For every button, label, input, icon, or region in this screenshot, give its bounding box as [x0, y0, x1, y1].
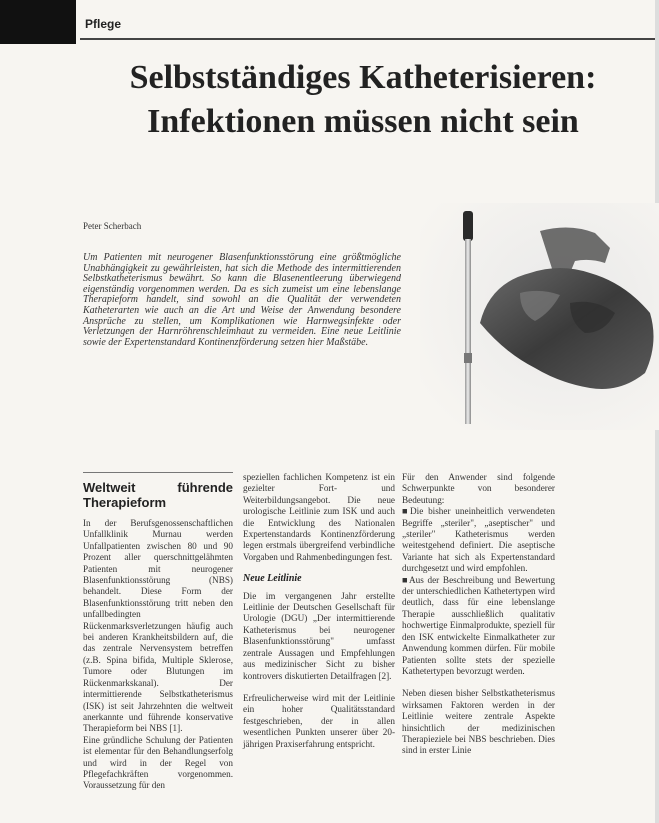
catheter-hand-photo [420, 203, 659, 430]
title-line-1: Selbstständiges Katheterisieren: [129, 59, 597, 96]
paragraph: Die im vergangenen Jahr erstellte Leitlinie der Deutschen Gesellschaft für Urologie (DGU) „Der intermittierende Katheterismus bei neurogener Blasenfunktionsstörung" umfasst zentrale Aussagen und Empfehlungen aus medizinischer Sicht zu bisher kontrovers diskutierten Detailfragen [2]. [243, 590, 395, 681]
text-column-3 [402, 472, 555, 757]
paragraph: Erfreulicherweise wird mit der Leitlinie ein hoher Qualitätsstandard festgeschrieben, der in allen wesentlichen Punkten unserer über 20-jährigen Praxiserfahrung entspricht. [243, 692, 395, 749]
header-rule [80, 38, 659, 40]
lead-paragraph: Um Patienten mit neurogener Blasenfunktionsstörung eine größtmögliche Unabhängigkeit zu gewährleisten, hat sich die Methode des intermittierenden Selbstkatheterismus bewährt. So kann die Blasenentleerung überwiegend eigenständig vorgenommen werden. Da es sich zumeist um eine lebenslange Therapieform handelt, sind sowohl an die Qualität der verwendeten Katheterarten wie auch an die Art und Weise der Anwendung besondere Ansprüche zu stellen, um Komplikationen wie Harnwegsinfekte oder Verletzungen der Harnröhrenschleimhaut zu vermeiden. Eine neue Leitlinie sowie der Expertenstandard Kontinenzförderung setzen hier Maßstäbe. [83, 252, 401, 348]
paragraph: Für den Anwender sind folgende Schwerpunkte von besonderer Bedeutung: [402, 472, 555, 505]
text-column-1 [83, 472, 233, 792]
section-heading: Weltweit führende Therapieform [83, 480, 233, 510]
article-title [78, 56, 648, 144]
bullet-item: ■ Aus der Beschreibung und Bewertung der unterschiedlichen Kathetertypen wird deutlich, dass für eine lebenslange Therapie ausschließlich qualitativ hochwertige Einmalprodukte, speziell für den ISK entwickelte Einmalkatheter zur Anwendung kommen dürfen. Für mobile Patienten sollte stets der spezielle Kathetertypen bevorzugt werden. [402, 575, 555, 678]
author-name: Peter Scherbach [83, 221, 142, 231]
text-column-2 [243, 472, 395, 750]
paragraph: Neben diesen bisher Selbstkatheterismus wirksamen Faktoren werden in der Leitlinie weitere zentrale Aspekte hinsichtlich der medizinischen Therapieziele bei NBS beschrieben. Dies sind in erster Linie [402, 688, 555, 756]
paragraph: Eine gründliche Schulung der Patienten ist elementar für den Behandlungserfolg und wird in der Regel von Pflegefachkräften vorgenommen. Voraussetzung für den [83, 734, 233, 791]
paragraph: In der Berufsgenossenschaftlichen Unfallklinik Murnau werden Unfallpatienten zwischen 80 und 90 Prozent aller querschnittgelähmten Patienten mit neurogener Blasenfunktionsstörung (NBS) behandelt. Diese Form der Blasenfunktionsstörung tritt neben den unfallbedingten Rückenmarksverletzungen häufig auch bei anderen Krankheitsbildern auf, die das zentrale Nervensystem betreffen (z.B. Spina bifida, Multiple Sklerose, Tumore oder Blutungen im Rückenmarkskanal). Der intermittierende Selbstkatheterismus (ISK) ist seit Jahrzehnten die weltweit anerkannte und führende konservative Therapieform bei NBS [1]. [83, 518, 233, 734]
title-line-2: Infektionen müssen nicht sein [147, 103, 579, 140]
header-color-block [0, 0, 76, 44]
subheading: Neue Leitlinie [243, 573, 302, 585]
paragraph: speziellen fachlichen Kompetenz ist ein gezielter Fort- und Weiterbildungsangebot. Die neue urologische Leitlinie zum ISK und auch die Entwicklung des Nationalen Expertenstandards Kontinenzförderung legen erstmals übergreifend verbindliche Vorgaben und Rahmenbedingungen fest. [243, 472, 395, 562]
bullet-item: ■ Die bisher uneinheitlich verwendeten Begriffe „steriler", „aseptischer" und „steriler" Katheterismus werden weitestgehend definiert. Die aseptische Variante hat sich als Expertenstandard durchgesetzt und wird empfohlen. [402, 506, 555, 574]
section-label: Pflege [85, 17, 122, 31]
